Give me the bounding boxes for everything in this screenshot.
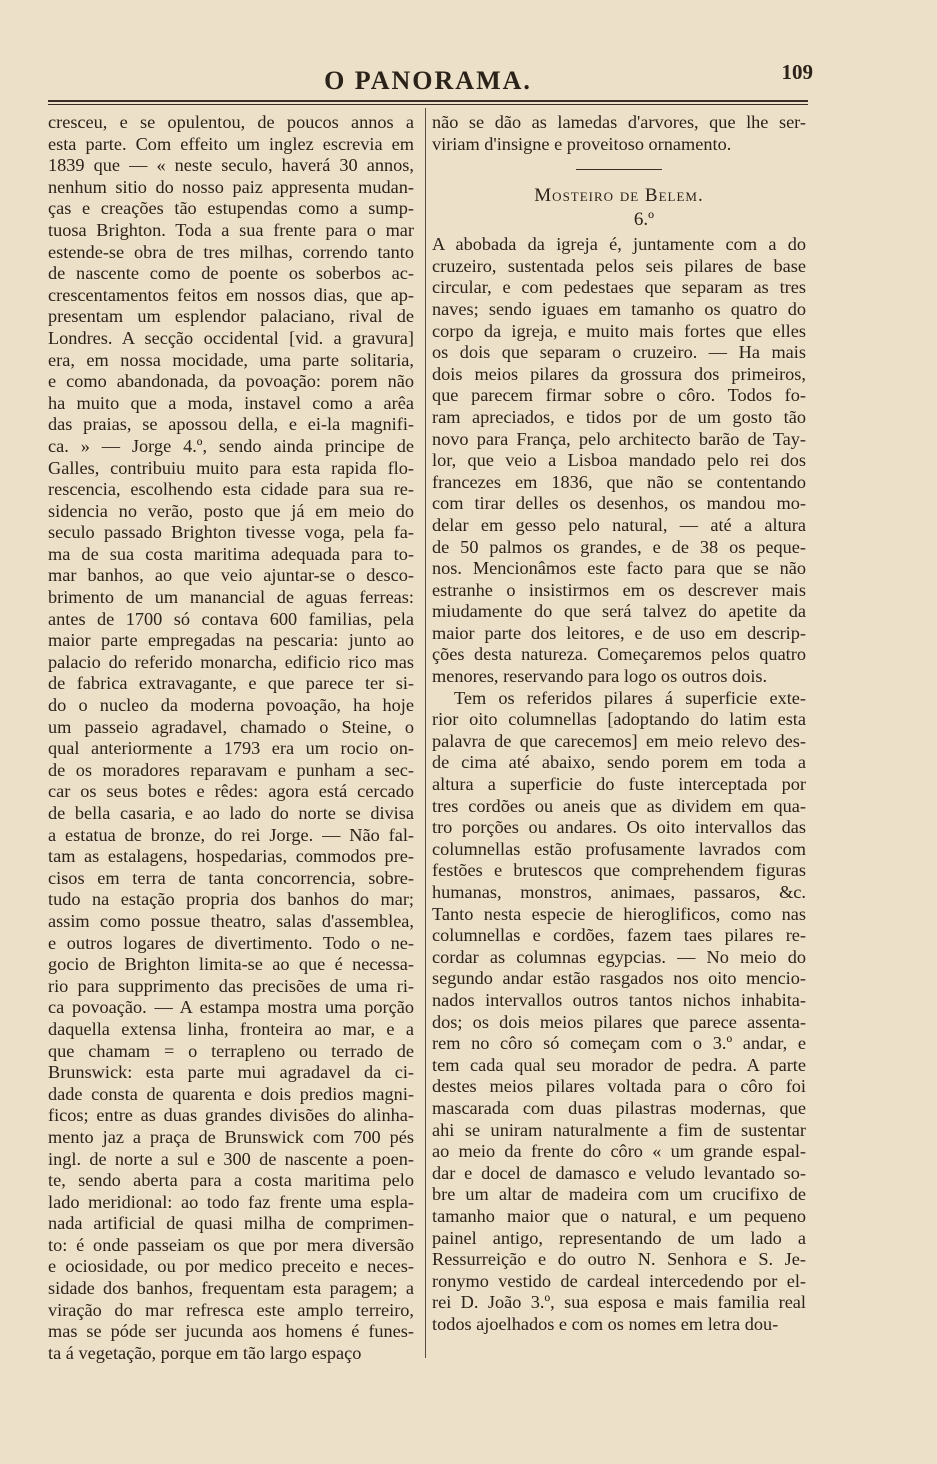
text-line: era, em nossa mocidade, uma parte solitaria, <box>48 349 414 370</box>
text-line: palavra de que carecemos] em meio relevo des- <box>432 730 806 751</box>
text-line: antes de 1700 só contava 600 familias, pela <box>48 608 414 629</box>
text-line: um passeio agradavel, chamado o Steine, o <box>48 716 414 737</box>
text-line: que chamam = o terrapleno ou terrado de <box>48 1040 414 1061</box>
text-line: rei D. João 3.º, sua esposa e mais familia real <box>432 1292 806 1313</box>
section-subtitle: 6.º <box>633 209 655 231</box>
text-line: miudamente do que será talvez do apetite da <box>432 601 806 622</box>
text-line: mascarada com duas pilastras modernas, que <box>432 1097 806 1118</box>
text-line: cruzeiro, sustentada pelos seis pilares de base <box>432 255 806 276</box>
text-line: tudo na estação propria dos banhos do mar; <box>48 889 414 910</box>
text-line: tamanho maior que o natural, e um pequeno <box>432 1205 806 1226</box>
text-line: delar em gesso pelo natural, — até a altura <box>432 514 806 535</box>
text-line: Brunswick: esta parte mui agradavel da ci- <box>48 1062 414 1083</box>
text-line: ca povoação. — A estampa mostra uma porção <box>48 997 414 1018</box>
text-line: rem no côro só começam com o 3.º andar, e <box>432 1033 806 1054</box>
text-line: cisos em terra de tanta concorrencia, sobre- <box>48 867 414 888</box>
text-line: humanas, monstros, animaes, passaros, &c. <box>432 882 806 902</box>
text-line: palacio do referido monarcha, edificio rico mas <box>48 651 414 672</box>
text-line: que parecem firmar sobre o côro. Todos fo- <box>432 385 806 406</box>
text-line: não se dão as lamedas d'arvores, que lhe ser- <box>432 112 806 132</box>
text-line: assim como possue theatro, salas d'assemblea, <box>48 910 414 931</box>
text-line: segundo andar estão rasgados nos oito mencio- <box>432 968 806 989</box>
text-line: de cima até abaixo, sendo porem em toda a <box>432 752 806 773</box>
text-line: ma de sua costa maritima adequada para to- <box>48 543 414 564</box>
section-title: Mosteiro de Belem. <box>534 185 704 207</box>
text-line: cresceu, e se opulentou, de poucos annos a <box>48 112 414 132</box>
masthead <box>48 58 813 98</box>
text-line: bre um altar de madeira com um crucifixo de <box>432 1184 806 1205</box>
text-line: te, sendo aberta para a costa maritima pelo <box>48 1170 414 1191</box>
text-line: crescentamentos feitos em nossos dias, que ap- <box>48 284 414 305</box>
text-line: corpo da igreja, e muito mais fortes que elles <box>432 320 806 341</box>
text-line: Tanto nesta especie de hieroglificos, como nas <box>432 903 806 924</box>
text-line: dade consta de quarenta e dois predios magni- <box>48 1083 414 1104</box>
text-line: qual anteriormente a 1793 era um rocio on- <box>48 738 414 759</box>
text-line: ficos; entre as duas grandes divisões do alinha- <box>48 1105 414 1126</box>
text-line: menores, reservando para logo os outros dois. <box>432 666 768 687</box>
text-line: esta parte. Com effeito um inglez escrevia em <box>48 133 414 154</box>
page-number: 109 <box>781 60 813 84</box>
text-line: dar e docel de damasco e veludo levantado so- <box>432 1162 806 1183</box>
text-line: todos ajoelhados e com os nomes em letra dou- <box>432 1313 779 1334</box>
text-line: rio para supprimento das precisões de uma ri- <box>48 975 414 996</box>
text-line: tuosa Brighton. Toda a sua frente para o mar <box>48 219 414 240</box>
text-line: de fabrica extravagante, e que parece ter si- <box>48 673 414 694</box>
text-line: dos; os dois meios pilares que parece assenta- <box>432 1011 806 1032</box>
text-line: tro porções ou andares. Os oito intervallos das <box>432 817 806 838</box>
section-divider-rule <box>576 169 662 170</box>
text-line: painel antigo, representando de um lado a <box>432 1227 806 1248</box>
text-line: naves; sendo iguaes em tamanho os quatro do <box>432 298 806 319</box>
right-column <box>432 112 806 1335</box>
text-line: ahi se uniram naturalmente a fim de sustentar <box>432 1119 806 1140</box>
text-line: presentam um esplendor palaciano, rival de <box>48 306 414 327</box>
text-line: maior parte empregadas na pescaria: junto ao <box>48 630 414 651</box>
text-line: seculo passado Brighton tivesse voga, pela fa- <box>48 522 414 543</box>
header-rule <box>48 100 808 105</box>
text-line: dois meios pilares da grossura dos primeiros, <box>432 363 806 384</box>
text-line: do o nucleo da moderna povoação, ha hoje <box>48 695 414 716</box>
text-line: rescencia, escolhendo esta cidade para sua re- <box>48 479 414 500</box>
text-line: estende-se obra de tres milhas, correndo tanto <box>48 241 414 262</box>
text-line: columnellas estão profusamente lavrados com <box>432 838 806 859</box>
text-line: Galles, contribuiu muito para esta rapida flo- <box>48 457 414 478</box>
text-line: ha muito que a moda, instavel como a arêa <box>48 392 414 413</box>
text-line: de bella casaria, e ao lado do norte se divisa <box>48 803 414 823</box>
text-line: ças e creações tão estupendas como a sump- <box>48 198 414 219</box>
publication-title: O PANORAMA. <box>324 66 532 95</box>
right-column-intro <box>432 112 806 155</box>
text-line: nada artificial de quasi milha de comprimen- <box>48 1213 414 1234</box>
text-line: tam as estalagens, hospedarias, commodos pre- <box>48 846 414 867</box>
text-line: sidencia no verão, posto que já em meio do <box>48 500 414 521</box>
text-line: estranhe o insistirmos em os descrever mais <box>432 579 806 600</box>
text-line: ram apreciados, e tidos por de um gosto tão <box>432 406 806 427</box>
text-line: tres cordões ou aneis que as dividem em qua- <box>432 795 806 816</box>
text-line: das praias, se apossou della, e ei-la magnifi- <box>48 414 414 435</box>
text-line: festões e brutescos que comprehendem figuras <box>432 860 806 881</box>
text-line: viração do mar refresca este amplo terreiro, <box>48 1299 414 1320</box>
text-line: tem cada qual seu morador de pedra. A parte <box>432 1054 806 1075</box>
text-line: Ressurreição e do outro N. Senhora e S. Je- <box>432 1249 806 1270</box>
text-line: viriam d'insigne e proveitoso ornamento. <box>432 133 732 154</box>
text-line: circular, e com pedestaes que separam as tres <box>432 277 806 298</box>
text-line: a estatua de bronze, do rei Jorge. — Não fal- <box>48 824 414 845</box>
text-line: ao meio da frente do côro « um grande espal- <box>432 1141 806 1162</box>
text-line: nenhum sitio do nosso paiz appresenta mudan- <box>48 176 414 197</box>
text-line: columnellas e cordões, fazem taes pilares re- <box>432 925 806 946</box>
text-line: to: é onde passeiam os que por mera diversão <box>48 1234 414 1255</box>
text-line: e como abandonada, da povoação: porem não <box>48 371 414 392</box>
text-line: Tem os referidos pilares á superficie exte- <box>454 687 806 708</box>
text-line: francezes em 1836, que não se contentando <box>432 471 806 492</box>
text-line: cordar as columnas egypcias. — No meio do <box>432 946 806 967</box>
text-line: car os seus botes e rêdes: agora está cercado <box>48 781 414 802</box>
text-line: A abobada da igreja é, juntamente com a do <box>432 234 806 255</box>
text-line: maior parte dos leitores, e de uso em descrip- <box>432 622 806 643</box>
text-line: 1839 que — « neste seculo, haverá 30 annos, <box>48 155 414 176</box>
text-line: mento jaz a praça de Brunswick com 700 pés <box>48 1126 414 1147</box>
text-line: sidade dos banhos, frequentam esta paragem; a <box>48 1278 414 1299</box>
text-line: ronymo vestido de cardeal intercedendo por el- <box>432 1270 806 1291</box>
text-line: mar banhos, ao que veio ajuntar-se o desco- <box>48 565 414 586</box>
text-line: brimento de um manancial de aguas ferreas: <box>48 587 414 608</box>
text-line: os dois que separam o cruzeiro. — Ha mais <box>432 342 806 363</box>
column-divider <box>425 108 426 1358</box>
left-column <box>48 112 414 1364</box>
text-line: e outros logares de divertimento. Todo o ne- <box>48 932 414 953</box>
text-line: nados intervallos outros tantos nichos inhabita- <box>432 989 806 1010</box>
text-line: daquella extensa linha, fronteira ao mar, e a <box>48 1018 414 1039</box>
text-line: e ociosidade, ou por medico preceito e neces- <box>48 1256 414 1277</box>
text-line: ingl. de norte a sul e 300 de nascente a poen- <box>48 1148 414 1169</box>
text-line: de nascente como de poente os soberbos ac- <box>48 263 414 284</box>
text-line: ções desta natureza. Começaremos pelos quatro <box>432 644 806 665</box>
text-line: gocio de Brighton limita-se ao que é necessa- <box>48 954 414 975</box>
text-line: mas se póde ser jucunda aos homens é funes- <box>48 1321 414 1342</box>
text-line: ta á vegetação, porque em tão largo espaço <box>48 1342 362 1363</box>
text-line: de 50 palmos os grandes, e de 38 os peque- <box>432 536 806 557</box>
text-line: novo para França, pelo architecto barão de Tay- <box>432 428 806 449</box>
text-line: lor, que veio a Lisboa mandado pelo rei dos <box>432 450 806 471</box>
text-line: altura a superficie do fuste interceptada por <box>432 774 806 795</box>
text-line: lado meridional: ao todo faz frente uma espla- <box>48 1191 414 1212</box>
text-line: destes meios pilares voltada para o côro foi <box>432 1076 806 1097</box>
text-line: Londres. A secção occidental [vid. a gravura] <box>48 327 414 348</box>
text-line: de os moradores reparavam e punham a sec- <box>48 759 414 780</box>
right-column-body <box>432 234 806 1335</box>
text-line: rior oito columnellas [adoptando do latim esta <box>432 709 806 730</box>
text-line: ca. » — Jorge 4.º, sendo ainda principe de <box>48 435 414 456</box>
text-line: com tirar delles os desenhos, os mandou mo- <box>432 493 806 514</box>
text-line: nos. Mencionâmos este facto para que se não <box>432 558 806 579</box>
